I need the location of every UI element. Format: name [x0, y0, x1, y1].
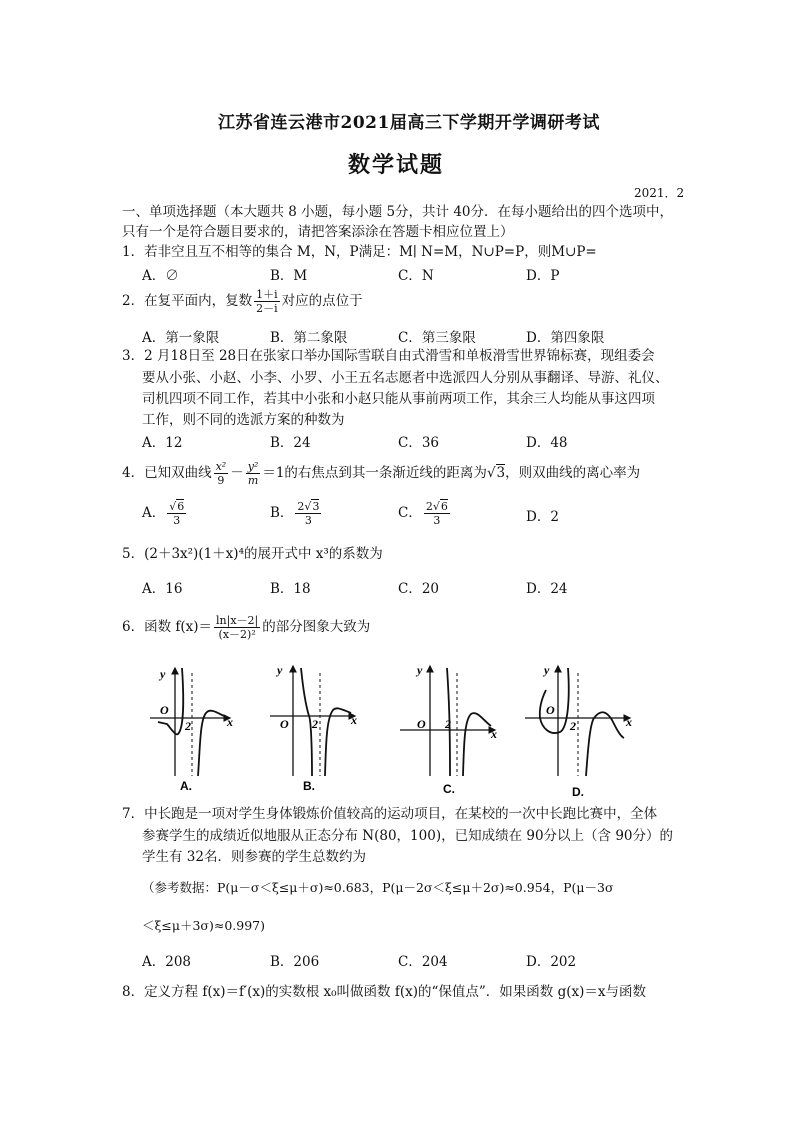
- q7-reference-1: （参考数据：P(μ－σ＜ξ≤μ＋σ)≈0.683，P(μ－2σ＜ξ≤μ＋2σ)≈0.954，P(μ－3σ: [142, 880, 614, 895]
- q4-opt-c-coef: 2: [425, 500, 433, 513]
- q4-sqrt: √3: [486, 465, 506, 481]
- question-8-stem: 8．定义方程 f(x)＝f′(x)的实数根 x₀叫做函数 f(x)的“保值点”．如果函数 g(x)＝x与函数: [122, 984, 646, 1000]
- q6-graph-d: [525, 663, 632, 798]
- q2-stem-pre: 2．在复平面内，复数: [122, 293, 253, 309]
- q6-b-origin: O: [280, 717, 289, 731]
- q4-frac-x: [214, 460, 229, 487]
- q6-fraction: [214, 614, 260, 641]
- q6-a-x-label: x: [227, 715, 233, 729]
- q4-opt-a-label: A．: [142, 505, 166, 521]
- exam-title: 江苏省连云港市2021届高三下学期开学调研考试: [218, 113, 600, 133]
- q4-opt-b-coef: 2: [297, 500, 305, 513]
- q4-opt-a-rad: 6: [177, 500, 185, 513]
- q2-fraction: [254, 288, 280, 315]
- q4-stem-pre: 4．已知双曲线: [122, 465, 212, 481]
- q3-option-d: D．48: [526, 435, 568, 451]
- question-6-stem: [122, 614, 370, 641]
- q4-sqrt-val: 3: [496, 465, 506, 481]
- q4-opt-c-label: C．: [398, 505, 422, 521]
- q6-stem-post: 的部分图象大致为: [262, 619, 371, 635]
- q5-option-c: C．20: [398, 581, 440, 597]
- q6-b-y-label: y: [277, 663, 283, 677]
- q5-option-a: A．16: [142, 581, 183, 597]
- question-7-line-1: 7．中长跑是一项对学生身体锻炼价值较高的运动项目，在某校的一次中长跑比赛中，全体: [122, 806, 658, 822]
- q6-b-caption: B.: [303, 779, 315, 793]
- q6-c-y-label: y: [417, 663, 423, 677]
- q4-opt-b-label: B．: [270, 505, 294, 521]
- q4-opt-b-frac: [295, 500, 321, 527]
- q6-c-origin: O: [417, 717, 426, 731]
- q3-option-a: A．12: [142, 435, 183, 451]
- q4-frac-x-den: 9: [217, 474, 225, 487]
- question-3-line-1: 3．2 月18日至 28日在张家口举办国际雪联自由式滑雪和单板滑雪世界锦标赛，现组委会: [122, 348, 655, 364]
- q7-option-b: B．206: [270, 954, 320, 970]
- q6-frac-num: ln|x－2|: [216, 614, 259, 627]
- question-2-stem: [122, 288, 363, 315]
- q6-c-two: 2: [445, 717, 451, 731]
- q4-opt-c-frac: [424, 500, 450, 527]
- q4-frac-y-num: y²: [247, 460, 259, 473]
- q2-option-b: B．第二象限: [270, 330, 348, 346]
- q5-option-d: D．24: [526, 581, 568, 597]
- q6-c-x-label: x: [491, 727, 497, 741]
- q6-d-y-label: y: [544, 663, 550, 677]
- q6-d-two: 2: [570, 719, 576, 733]
- q2-frac-num: 1＋i: [256, 288, 278, 301]
- q4-stem-post: ，则双曲线的离心率为: [505, 465, 641, 481]
- q3-option-b: B．24: [270, 435, 311, 451]
- q3-option-c: C．36: [398, 435, 440, 451]
- q6-b-two: 2: [312, 717, 318, 731]
- q7-option-d: D．202: [526, 954, 577, 970]
- section-instruction-line-2: 只有一个是符合题目要求的，请把答案添涂在答题卡相应位置上）: [122, 224, 514, 240]
- q1-option-c: C．N: [398, 268, 434, 284]
- q7-option-c: C．204: [398, 954, 448, 970]
- q6-b-x-label: x: [351, 713, 357, 727]
- q4-minus: －: [230, 465, 244, 481]
- q4-opt-c-rad: 6: [440, 500, 448, 513]
- q2-option-a: A．第一象限: [142, 330, 220, 346]
- q7-reference-2: ＜ξ≤μ＋3σ)≈0.997): [142, 918, 265, 933]
- q2-option-c: C．第三象限: [398, 330, 476, 346]
- q6-graph-c: [400, 663, 497, 796]
- q6-graph-a: [150, 667, 233, 793]
- q4-opt-a-num: √6: [169, 500, 185, 513]
- q1-option-d: D．P: [526, 268, 560, 284]
- section-instruction-line-1: 一、单项选择题（本大题共 8 小题，每小题 5分，共计 40分．在每小题给出的四个选项中，: [122, 204, 674, 220]
- q4-frac-y: [246, 460, 261, 487]
- question-1-stem: 1．若非空且互不相等的集合 M，N，P满足：M∣ N=M，N∪P=P，则M∪P=: [122, 244, 597, 260]
- q6-a-caption: A.: [180, 779, 192, 793]
- q4-option-d: D．2: [526, 509, 559, 525]
- subject-title: 数学试题: [348, 152, 445, 178]
- q4-frac-x-num: x²: [215, 460, 227, 473]
- question-7-line-2: 参赛学生的成绩近似地服从正态分布 N(80，100)，已知成绩在 90分以上（含 90分）的: [142, 828, 674, 844]
- q4-option-a: [142, 500, 188, 527]
- q6-a-y-label: y: [160, 667, 166, 681]
- q6-d-origin: O: [546, 703, 555, 717]
- q4-option-b: [270, 500, 323, 527]
- q6-graphs: [140, 658, 760, 798]
- q4-opt-b-num: 2√3: [297, 500, 320, 513]
- q6-d-x-label: x: [626, 715, 632, 729]
- q4-opt-a-frac: [167, 500, 186, 527]
- q6-frac-den: (x－2)²: [218, 628, 256, 641]
- question-3-line-3: 司机四项不同工作，若其中小张和小赵只能从事前两项工作，其余三人均能从事这四项: [142, 391, 655, 407]
- question-3-line-2: 要从小张、小赵、小李、小罗、小王五名志愿者中选派四人分别从事翻译、导游、礼仪、: [142, 370, 669, 386]
- exam-date: 2021．2: [634, 186, 685, 200]
- question-3-line-4: 工作，则不同的选派方案的种数为: [142, 412, 345, 428]
- q2-stem-post: 对应的点位于: [281, 293, 363, 309]
- q6-d-caption: D.: [572, 785, 584, 798]
- q5-option-b: B．18: [270, 581, 311, 597]
- q6-stem-pre: 6．函数 f(x)＝: [122, 619, 213, 635]
- q4-frac-y-den: m: [247, 474, 259, 487]
- q6-a-origin: O: [160, 703, 169, 717]
- q7-option-a: A．208: [142, 954, 192, 970]
- q6-a-two: 2: [185, 719, 191, 733]
- q1-option-a: A．∅: [142, 268, 179, 284]
- question-5-stem: 5．(2＋3x²)(1＋x)⁴的展开式中 x³的系数为: [122, 546, 383, 562]
- q4-option-c: [398, 500, 452, 527]
- q4-opt-c-num: 2√6: [425, 500, 448, 513]
- q4-opt-b-rad: 3: [312, 500, 320, 513]
- q4-opt-c-den: 3: [433, 514, 441, 527]
- q4-eq: ＝1的右焦点到其一条渐近线的距离为: [262, 465, 487, 481]
- q4-opt-a-den: 3: [173, 514, 181, 527]
- q6-graph-b: [270, 663, 357, 793]
- q6-c-caption: C.: [443, 782, 455, 796]
- question-7-line-3: 学生有 32名．则参赛的学生总数约为: [142, 849, 366, 865]
- q2-option-d: D．第四象限: [526, 330, 605, 346]
- question-4-stem: [122, 460, 640, 487]
- q1-option-b: B．M: [270, 268, 308, 284]
- q4-opt-b-den: 3: [304, 514, 312, 527]
- q2-frac-den: 2－i: [256, 302, 278, 315]
